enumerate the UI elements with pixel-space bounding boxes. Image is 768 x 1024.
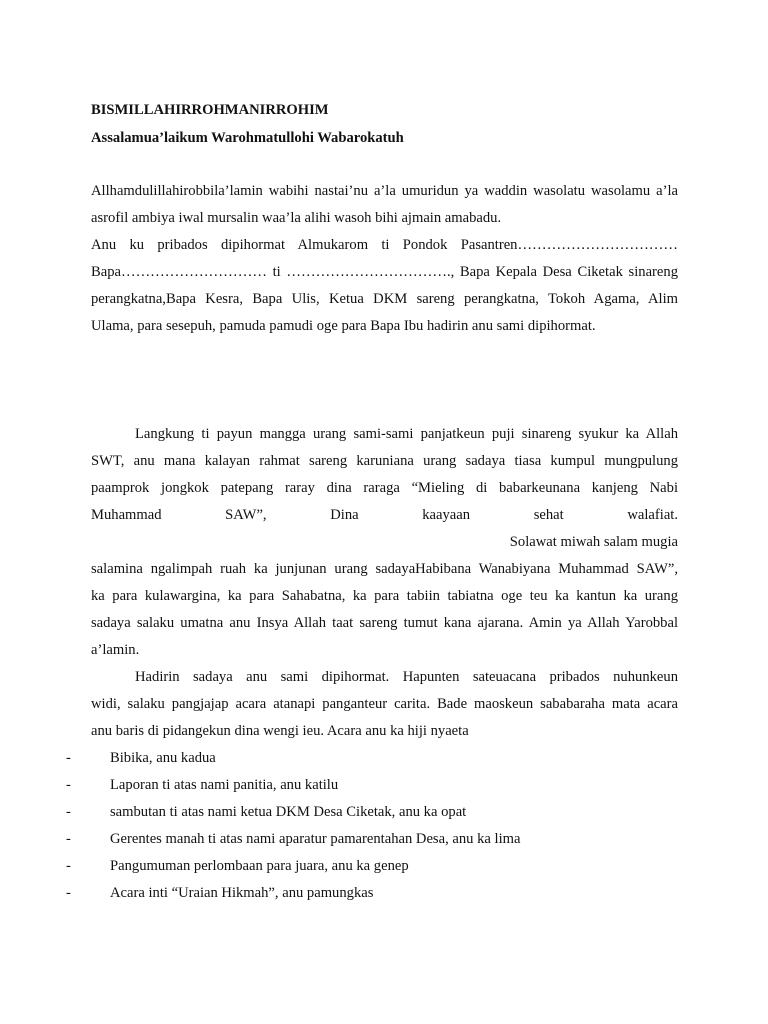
list-item: Bibika, anu kadua [110, 750, 216, 766]
para2-line-4: Ulama, para sesepuh, pamuda pamudi oge para Bapa Ibu hadirin anu sami dipihormat. [91, 318, 596, 334]
para3-line-1: Langkung ti payun mangga urang sami-sami panjatkeun puji sinareng syukur ka Allah [135, 426, 678, 442]
list-marker: - [66, 777, 71, 793]
para2-line-2: Bapa………………………… ti ……………………………., Bapa Kepala Desa Ciketak sinareng [91, 264, 678, 280]
heading-salam: Assalamua’laikum Warohmatullohi Wabarokatuh [91, 130, 404, 146]
para4-line-1: Hadirin sadaya anu sami dipihormat. Hapunten sateuacana pribados nuhunkeun [135, 669, 678, 685]
para1-line-2: asrofil ambiya iwal mursalin waa’la alihi wasoh bihi ajmain amabadu. [91, 210, 502, 226]
para2-line-3: perangkatna,Bapa Kesra, Bapa Ulis, Ketua DKM sareng perangkatna, Tokoh Agama, Alim [91, 291, 678, 307]
para3-cont-line-3: sadaya salaku umatna anu Insya Allah taat sareng tumut kana ajarana. Amin ya Allah Yarobbal [91, 615, 678, 631]
para3-cont-line-4: a’lamin. [91, 642, 140, 658]
para3-cont-line-1: salamina ngalimpah ruah ka junjunan urang sadayaHabibana Wanabiyana Muhammad SAW”, [91, 561, 678, 577]
list-marker: - [66, 885, 71, 901]
para3-cont-line-2: ka para kulawargina, ka para Sahabatna, ka para tabiin tabiatna oge teu ka kantun ka urang [91, 588, 678, 604]
para2-line-1: Anu ku pribados dipihormat Almukarom ti Pondok Pasantren…………………………… [91, 237, 678, 253]
para3-line-3: paamprok jongkok patepang raray dina raraga “Mieling di babarkeunana kanjeng Nabi [91, 480, 678, 496]
para4-line-2: widi, salaku pangjajap acara atanapi panganteur carita. Bade maoskeun sababaraha mata acara [91, 696, 678, 712]
para3-line-2: SWT, anu mana kalayan rahmat sareng karuniana urang sadaya tiasa kumpul mungpulung [91, 453, 678, 469]
list-item: Pangumuman perlombaan para juara, anu ka genep [110, 858, 409, 874]
list-item: sambutan ti atas nami ketua DKM Desa Ciketak, anu ka opat [110, 804, 467, 820]
para3-right-line: Solawat miwah salam mugia [509, 534, 678, 550]
para1-line-1: Allhamdulillahirobbila’lamin wabihi nastai’nu a’la umuridun ya waddin wasolatu wasolamu a’la [91, 183, 678, 199]
list-marker: - [66, 804, 71, 820]
list-item: Acara inti “Uraian Hikmah”, anu pamungkas [110, 885, 374, 901]
para3-line-4: Muhammad SAW”, Dina kaayaan sehat walafiat. [91, 507, 678, 523]
heading-bismillah: BISMILLAHIRROHMANIRROHIM [91, 102, 329, 118]
list-marker: - [66, 750, 71, 766]
list-marker: - [66, 858, 71, 874]
list-item: Gerentes manah ti atas nami aparatur pamarentahan Desa, anu ka lima [110, 831, 521, 847]
list-marker: - [66, 831, 71, 847]
list-item: Laporan ti atas nami panitia, anu katilu [110, 777, 339, 793]
para4-line-3: anu baris di pidangekun dina wengi ieu. Acara anu ka hiji nyaeta [91, 723, 469, 739]
